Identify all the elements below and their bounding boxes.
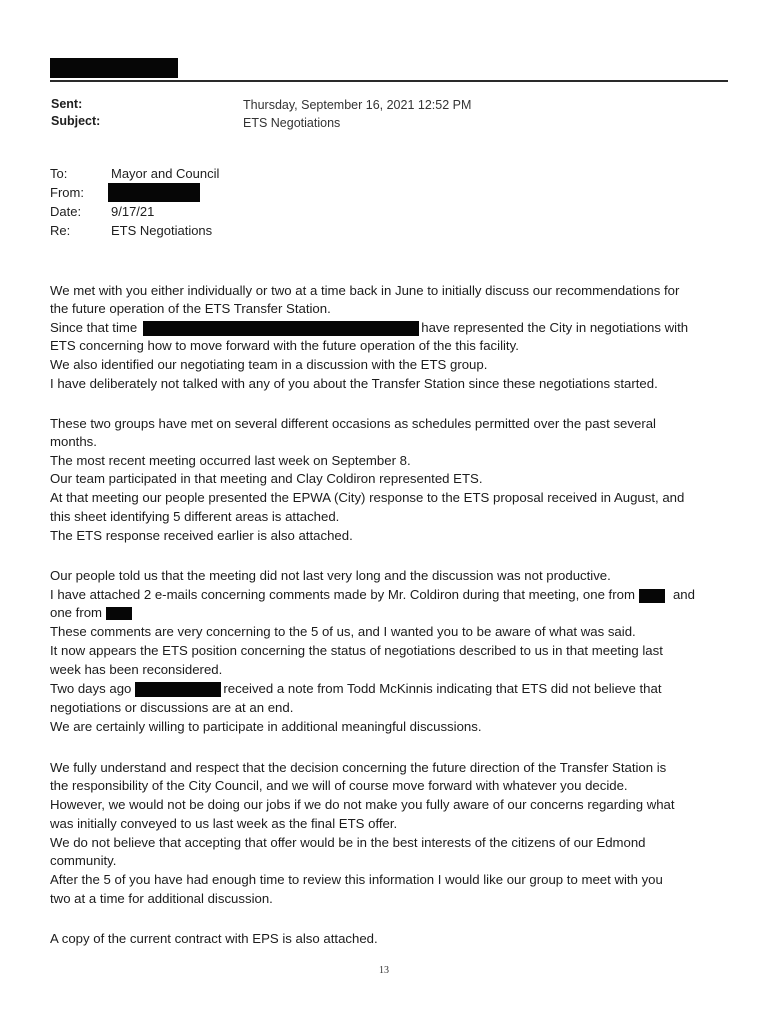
date-value: 9/17/21 [111, 204, 155, 219]
body-line: week has been reconsidered. [50, 662, 223, 677]
body-line: I have deliberately not talked with any of you about the Transfer Station since these negotiations started. [50, 376, 658, 391]
re-label: Re: [50, 223, 71, 238]
page-number: 13 [379, 965, 389, 976]
body-line: the responsibility of the City Council, and we will of course move forward with whatever you decide. [50, 778, 628, 793]
body-line: At that meeting our people presented the EPWA (City) response to the ETS proposal received in August, and [50, 490, 685, 505]
body-line: months. [50, 434, 97, 449]
body-line: ETS concerning how to move forward with the future operation of the this facility. [50, 338, 519, 353]
body-line [50, 320, 688, 336]
subject-label: Subject: [51, 114, 101, 128]
body-line: We do not believe that accepting that offer would be in the best interests of the citizens of our Edmond [50, 835, 646, 850]
redacted-from-name [108, 183, 200, 202]
header-divider [50, 80, 728, 82]
to-value: Mayor and Council [111, 166, 220, 181]
date-label: Date: [50, 204, 82, 219]
body-text: have represented the City in negotiations with [421, 320, 689, 335]
body-line: The ETS response received earlier is also attached. [50, 528, 353, 543]
body-line: The most recent meeting occurred last week on September 8. [50, 453, 411, 468]
from-label: From: [50, 185, 84, 200]
body-text: one from [50, 605, 103, 620]
body-line: the future operation of the ETS Transfer Station. [50, 301, 331, 316]
sent-value: Thursday, September 16, 2021 12:52 PM [243, 98, 472, 112]
body-line: It now appears the ETS position concerning the status of negotiations described to us in that meeting last [50, 643, 663, 658]
body-line: Our people told us that the meeting did not last very long and the discussion was not productive. [50, 568, 611, 583]
body-line: negotiations or discussions are at an end. [50, 700, 294, 715]
body-line: was initially conveyed to us last week as the final ETS offer. [50, 816, 398, 831]
redacted-sender-name [50, 58, 178, 78]
redacted-team-names [143, 321, 419, 336]
redacted-name [639, 589, 665, 603]
redacted-name [106, 607, 132, 620]
to-label: To: [50, 166, 68, 181]
body-line: this sheet identifying 5 different areas is attached. [50, 509, 340, 524]
body-text: I have attached 2 e-mails concerning comments made by Mr. Coldiron during that meeting, one from [50, 587, 635, 602]
body-line [50, 681, 662, 697]
body-line: After the 5 of you have had enough time to review this information I would like our group to meet with you [50, 872, 663, 887]
body-line: two at a time for additional discussion. [50, 891, 273, 906]
body-line [50, 605, 132, 621]
body-line: We fully understand and respect that the decision concerning the future direction of the Transfer Station is [50, 760, 667, 775]
body-line: These comments are very concerning to the 5 of us, and I wanted you to be aware of what was said. [50, 624, 636, 639]
subject-value: ETS Negotiations [243, 116, 341, 130]
body-text: Two days ago [50, 681, 132, 696]
re-value: ETS Negotiations [111, 223, 213, 238]
body-text: Since that time [50, 320, 138, 335]
body-line: These two groups have met on several different occasions as schedules permitted over the past several [50, 416, 656, 431]
body-line: A copy of the current contract with EPS is also attached. [50, 931, 378, 946]
body-line: However, we would not be doing our jobs if we do not make you fully aware of our concerns regarding what [50, 797, 675, 812]
redacted-name [135, 682, 221, 697]
body-text: and [672, 587, 695, 602]
body-line: We met with you either individually or two at a time back in June to initially discuss our recommendations for [50, 283, 680, 298]
body-line: Our team participated in that meeting and Clay Coldiron represented ETS. [50, 471, 483, 486]
body-line: community. [50, 853, 117, 868]
body-line [50, 587, 695, 603]
body-line: We also identified our negotiating team in a discussion with the ETS group. [50, 357, 488, 372]
body-line: We are certainly willing to participate in additional meaningful discussions. [50, 719, 482, 734]
sent-label: Sent: [51, 97, 83, 111]
body-text: received a note from Todd McKinnis indicating that ETS did not believe that [223, 681, 662, 696]
